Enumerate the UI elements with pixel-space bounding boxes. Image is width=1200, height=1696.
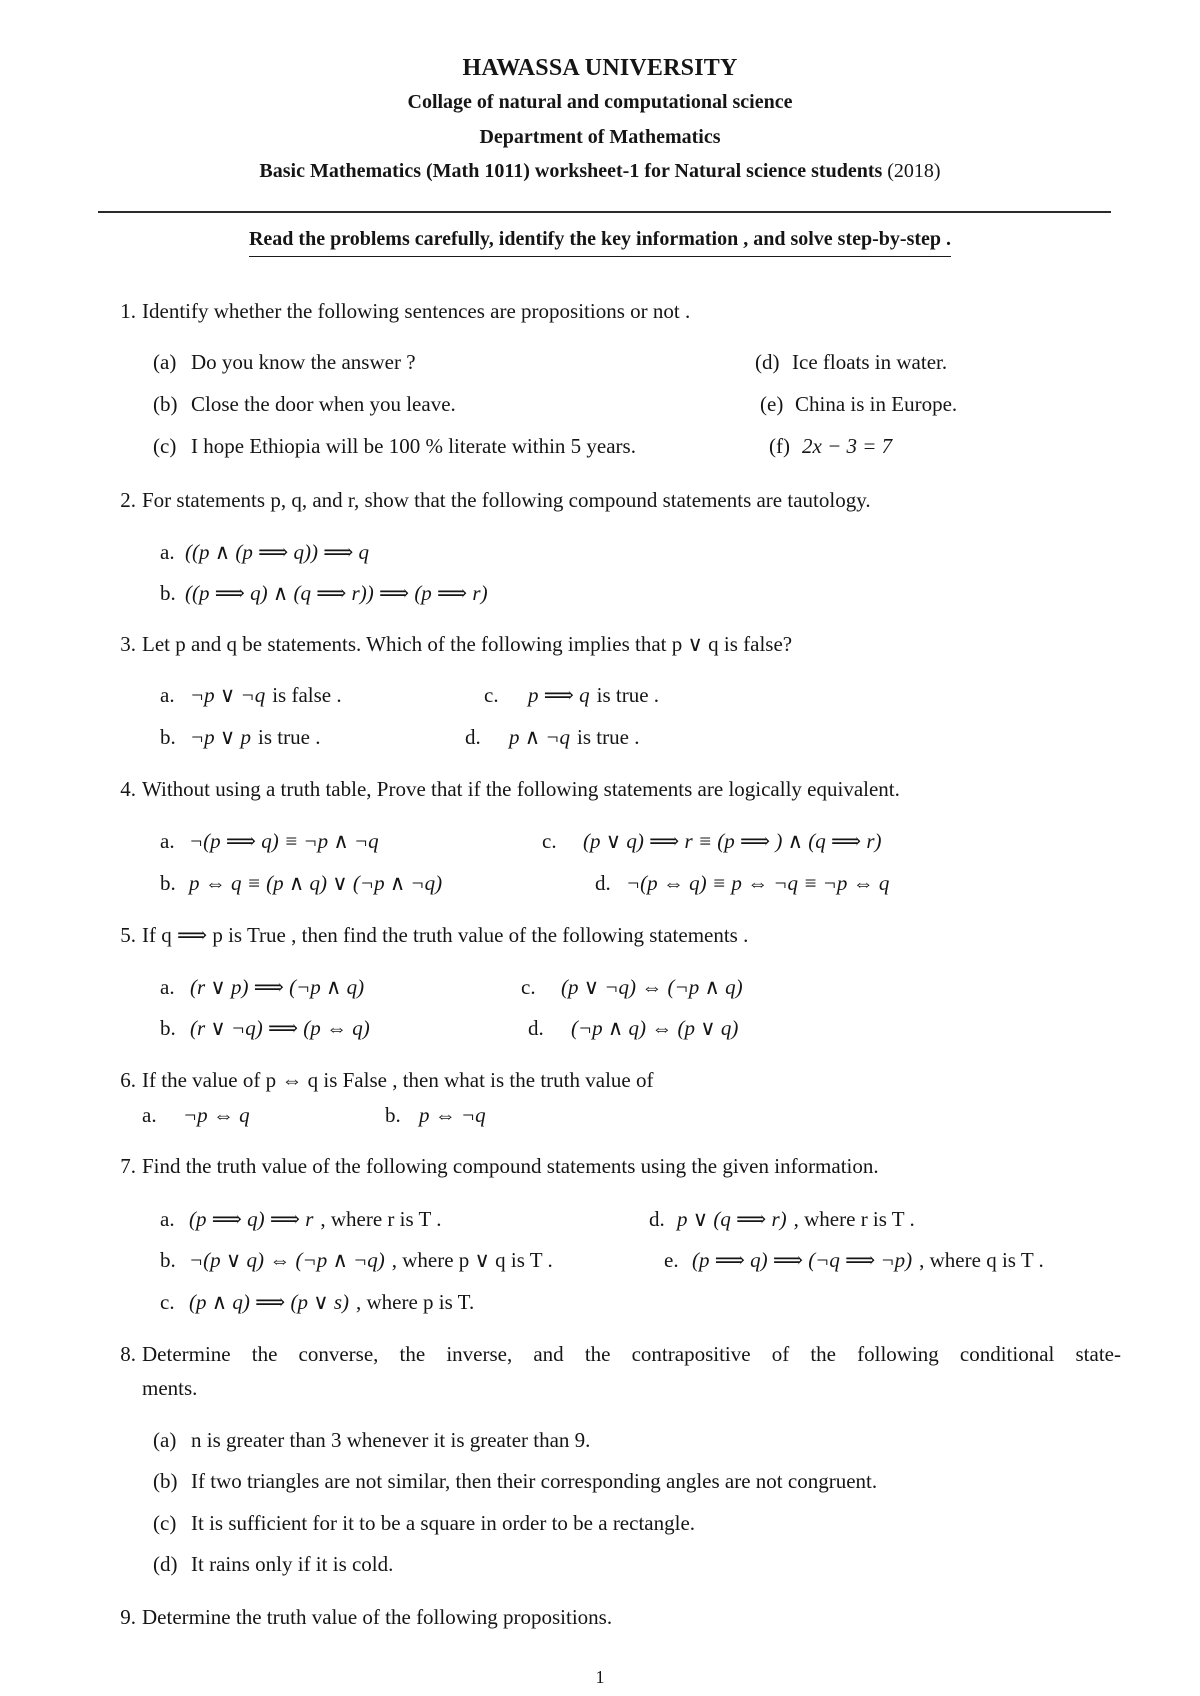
option-label: (f)	[769, 434, 790, 458]
college-name: Collage of natural and computational science	[407, 91, 793, 113]
question-stem: Without using a truth table, Prove that if the following statements are logically equivalent.	[142, 777, 900, 801]
option-text: If two triangles are not similar, then their corresponding angles are not congruent.	[191, 1469, 878, 1493]
department-name: Department of Mathematics	[479, 126, 721, 148]
option-remark: is false .	[272, 683, 342, 707]
option-label: b.	[385, 1103, 401, 1127]
option-label: d.	[465, 725, 481, 749]
question-8	[0, 1341, 1200, 1367]
option-remark: , where p is T.	[356, 1290, 475, 1314]
option-remark: is true .	[596, 683, 660, 707]
option-expression: ¬(p ⟹ q) ≡ ¬p ∧ ¬q	[189, 829, 379, 853]
option-label: e.	[664, 1248, 679, 1272]
course-year: (2018)	[887, 160, 941, 182]
question-number: 5.	[120, 923, 136, 947]
question-stem: For statements p, q, and r, show that the following compound statements are tautology.	[142, 488, 871, 512]
question-8-item-d	[0, 1551, 1200, 1577]
option-body	[692, 1247, 1044, 1273]
instruction-banner	[0, 226, 1200, 257]
option-expression: 2x − 3 = 7	[802, 434, 893, 458]
option-body	[189, 1206, 442, 1232]
option-text: n is greater than 3 whenever it is greater than 9.	[191, 1428, 591, 1452]
question-6	[0, 1067, 1200, 1093]
option-label: b.	[160, 871, 176, 895]
option-label: (a)	[153, 1428, 177, 1452]
option-remark: , where p ∨ q is T .	[391, 1248, 553, 1272]
option-body	[189, 1247, 553, 1273]
question-number: 7.	[120, 1154, 136, 1178]
option-expression: (p ⟹ q) ⟹ (¬q ⟹ ¬p)	[692, 1248, 913, 1272]
option-expression: ¬p ∨ p	[190, 725, 252, 749]
option-label: c.	[160, 1290, 175, 1314]
question-4	[0, 776, 1200, 802]
question-2	[0, 487, 1200, 513]
question-number: 4.	[120, 777, 136, 801]
question-stem: Find the truth value of the following compound statements using the given information.	[142, 1154, 879, 1178]
option-expression: (p ∧ q) ⟹ (p ∨ s)	[189, 1290, 349, 1314]
option-label: (e)	[760, 392, 784, 416]
option-expression: p ⇔ q ≡ (p ∧ q) ∨ (¬p ∧ ¬q)	[189, 871, 443, 895]
option-expression: p ⟹ q	[528, 683, 590, 707]
question-number: 1.	[120, 299, 136, 323]
question-number: 6.	[120, 1068, 136, 1092]
option-label: (a)	[153, 350, 177, 374]
question-7-options-row-2	[0, 1247, 1200, 1273]
option-expression: ¬(p ∨ q) ⇔ (¬p ∧ ¬q)	[189, 1248, 385, 1272]
option-label: c.	[542, 829, 557, 853]
question-8-item-a	[0, 1427, 1200, 1453]
option-text: China is in Europe.	[795, 392, 958, 416]
option-text: Do you know the answer ?	[191, 350, 416, 374]
question-stem: Determine the truth value of the following propositions.	[142, 1605, 613, 1629]
course-name: Basic Mathematics (Math 1011) worksheet-1 for Natural science students	[259, 160, 883, 182]
option-expression: (¬p ∧ q) ⇔ (p ∨ q)	[571, 1016, 739, 1040]
question-stem-continued: ments.	[142, 1376, 198, 1400]
question-6-options	[0, 1102, 1200, 1128]
question-stem: If the value of p ⇔ q is False , then what is the truth value of	[142, 1068, 654, 1092]
question-stem: Identify whether the following sentences are propositions or not .	[142, 299, 691, 323]
option-label: d.	[649, 1207, 665, 1231]
question-number: 3.	[120, 632, 136, 656]
question-1-options-row-2	[0, 391, 1200, 417]
option-text: I hope Ethiopia will be 100 % literate within 5 years.	[191, 434, 636, 458]
option-label: a.	[160, 1207, 175, 1231]
university-name: HAWASSA UNIVERSITY	[462, 55, 738, 81]
question-8-item-c	[0, 1510, 1200, 1536]
option-expression: ((p ∧ (p ⟹ q)) ⟹ q	[185, 540, 370, 564]
question-5-options-row-2	[0, 1015, 1200, 1041]
option-label: c.	[521, 975, 536, 999]
question-1	[0, 298, 1200, 324]
header-divider	[98, 211, 1111, 213]
question-stem: If q ⟹ p is True , then find the truth value of the following statements .	[142, 923, 749, 947]
option-expression: (r ∨ p) ⟹ (¬p ∧ q)	[190, 975, 365, 999]
option-expression: p ∨ (q ⟹ r)	[677, 1207, 787, 1231]
question-stem: Let p and q be statements. Which of the following implies that p ∨ q is false?	[142, 632, 793, 656]
option-expression: p ∧ ¬q	[509, 725, 571, 749]
option-body	[190, 724, 320, 750]
option-label: (b)	[153, 1469, 178, 1493]
question-3	[0, 631, 1200, 657]
question-1-options-row-1	[0, 349, 1200, 375]
question-number: 2.	[120, 488, 136, 512]
option-label: a.	[160, 683, 175, 707]
option-label: d.	[595, 871, 611, 895]
question-7-options-row-3	[0, 1289, 1200, 1315]
option-remark: is true .	[577, 725, 640, 749]
option-label: b.	[160, 725, 176, 749]
option-text: It is sufficient for it to be a square in order to be a rectangle.	[191, 1511, 696, 1535]
option-expression: ¬(p ⇔ q) ≡ p ⇔ ¬q ≡ ¬p ⇔ q	[626, 871, 890, 895]
question-number: 8.	[120, 1342, 136, 1366]
option-expression: (p ∨ ¬q) ⇔ (¬p ∧ q)	[561, 975, 743, 999]
question-7	[0, 1153, 1200, 1179]
question-9	[0, 1604, 1200, 1630]
question-2-item-b	[0, 580, 1200, 606]
option-body	[190, 682, 342, 708]
option-remark: , where q is T .	[919, 1248, 1044, 1272]
option-label: b.	[160, 581, 176, 605]
instruction-text: Read the problems carefully, identify the key information , and solve step-by-step .	[249, 226, 951, 257]
course-title	[0, 158, 1200, 184]
option-label: (b)	[153, 392, 178, 416]
question-1-options-row-3	[0, 433, 1200, 459]
option-expression: ¬p ∨ ¬q	[190, 683, 266, 707]
option-body	[677, 1206, 915, 1232]
question-4-options-row-1	[0, 828, 1200, 854]
option-expression: (p ∨ q) ⟹ r ≡ (p ⟹ ) ∧ (q ⟹ r)	[583, 829, 882, 853]
option-label: a.	[160, 975, 175, 999]
option-expression: p ⇔ ¬q	[419, 1103, 486, 1127]
question-stem: Determine the converse, the inverse, and the contrapositive of the following conditional state-	[142, 1342, 1121, 1366]
option-label: (c)	[153, 434, 177, 458]
question-number: 9.	[120, 1605, 136, 1629]
question-7-options-row-1	[0, 1206, 1200, 1232]
option-label: b.	[160, 1016, 176, 1040]
option-expression: (r ∨ ¬q) ⟹ (p ⇔ q)	[190, 1016, 370, 1040]
option-text: Ice floats in water.	[792, 350, 948, 374]
option-label: (c)	[153, 1511, 177, 1535]
option-remark: , where r is T .	[320, 1207, 442, 1231]
question-2-item-a	[0, 539, 1200, 565]
option-remark: is true .	[258, 725, 321, 749]
question-5	[0, 922, 1200, 948]
option-label: a.	[142, 1103, 157, 1127]
option-expression: ((p ⟹ q) ∧ (q ⟹ r)) ⟹ (p ⟹ r)	[185, 581, 488, 605]
option-body	[509, 724, 639, 750]
option-label: (d)	[153, 1552, 178, 1576]
option-label: c.	[484, 683, 499, 707]
option-label: (d)	[755, 350, 780, 374]
option-label: a.	[160, 829, 175, 853]
question-8-item-b	[0, 1468, 1200, 1494]
question-4-options-row-2	[0, 870, 1200, 896]
option-label: b.	[160, 1248, 176, 1272]
option-text: Close the door when you leave.	[191, 392, 456, 416]
option-expression: ¬p ⇔ q	[183, 1103, 250, 1127]
option-label: d.	[528, 1016, 544, 1040]
question-3-options-row-1	[0, 682, 1200, 708]
option-body	[528, 682, 659, 708]
question-5-options-row-1	[0, 974, 1200, 1000]
question-8-stem-continued	[0, 1375, 1200, 1401]
option-body	[189, 1289, 474, 1315]
option-expression: (p ⟹ q) ⟹ r	[189, 1207, 314, 1231]
page-number: 1	[595, 1667, 605, 1687]
option-label: a.	[160, 540, 175, 564]
question-3-options-row-2	[0, 724, 1200, 750]
option-text: It rains only if it is cold.	[191, 1552, 394, 1576]
option-remark: , where r is T .	[793, 1207, 915, 1231]
